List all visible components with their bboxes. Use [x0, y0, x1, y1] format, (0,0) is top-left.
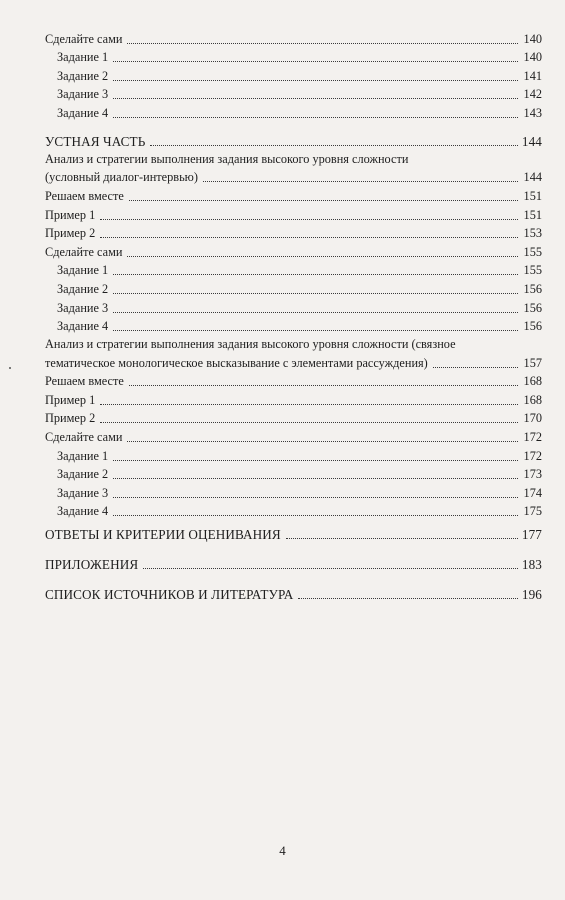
toc-section-heading	[45, 579, 542, 602]
toc-entry-title: Задание 3	[57, 87, 109, 102]
toc-entry-page: 156	[523, 319, 542, 334]
toc-entry-page: 153	[523, 226, 542, 241]
dot-leader	[113, 330, 518, 331]
toc-entry-page: 156	[523, 281, 542, 296]
dot-leader	[203, 181, 518, 182]
dot-leader	[433, 367, 518, 368]
dot-leader	[113, 460, 518, 461]
toc-entry-title: Пример 1	[45, 207, 96, 222]
toc-entry-title: Задание 4	[57, 319, 109, 334]
toc-entry-title: СПИСОК ИСТОЧНИКОВ И ЛИТЕРАТУРА	[45, 586, 294, 602]
toc-entry	[45, 278, 542, 297]
toc-entry	[45, 371, 542, 390]
dot-leader	[113, 117, 518, 118]
toc-entry	[45, 445, 542, 464]
toc-entry-page: 144	[521, 133, 542, 149]
dot-leader	[100, 237, 518, 238]
toc-entry-page: 155	[523, 263, 542, 278]
toc-entry-page: 168	[523, 392, 542, 407]
dot-leader	[113, 80, 518, 81]
dot-leader	[113, 98, 518, 99]
toc-entry-page: 151	[523, 207, 542, 222]
toc-entry-page: 177	[521, 527, 542, 543]
dot-leader	[127, 256, 518, 257]
toc-entry	[45, 204, 542, 223]
toc-entry	[45, 65, 542, 84]
toc-entry-page: 141	[523, 68, 542, 83]
toc-entry-page: 174	[523, 485, 542, 500]
toc-entry-page: 140	[523, 50, 542, 65]
toc-section-heading	[45, 126, 542, 149]
toc-entry-page: 156	[523, 300, 542, 315]
toc-entry-line2	[45, 352, 542, 371]
toc-entry	[45, 482, 542, 501]
dot-leader	[113, 293, 518, 294]
toc-entry-title: Задание 2	[57, 281, 109, 296]
toc-entry-page: 172	[523, 430, 542, 445]
dot-leader	[129, 200, 518, 201]
toc-entry-page: 183	[521, 557, 542, 573]
toc-entry	[45, 464, 542, 483]
toc-entry-page: 157	[523, 355, 542, 370]
toc-entry-multiline	[45, 152, 542, 186]
dot-leader	[113, 274, 518, 275]
toc-entry	[45, 185, 542, 204]
toc-entry	[45, 260, 542, 279]
toc-entry-title: Пример 1	[45, 392, 96, 407]
dot-leader	[150, 145, 518, 146]
toc-entry-line2	[45, 167, 542, 186]
toc-entry-title: Сделайте сами	[45, 430, 123, 445]
toc-entry-title: Сделайте сами	[45, 31, 123, 46]
toc-entry	[45, 408, 542, 427]
dot-leader	[113, 515, 518, 516]
dot-leader	[298, 598, 518, 599]
toc-entry-title-line1: Анализ и стратегии выполнения задания высокого уровня сложности	[45, 151, 409, 166]
toc-entry	[45, 223, 542, 242]
dot-leader	[127, 43, 518, 44]
dot-leader	[113, 478, 518, 479]
toc-entry-title-line1: Анализ и стратегии выполнения задания высокого уровня сложности (связное	[45, 337, 456, 352]
toc-entry	[45, 102, 542, 121]
toc-entry	[45, 47, 542, 66]
toc-section-heading	[45, 519, 542, 542]
toc-entry-title: Задание 2	[57, 467, 109, 482]
dot-leader	[100, 422, 518, 423]
toc-entry-title: ПРИЛОЖЕНИЯ	[45, 557, 139, 573]
toc-entry-title: Пример 2	[45, 226, 96, 241]
print-speck	[9, 367, 11, 369]
toc-entry	[45, 84, 542, 103]
toc-entry-title: Задание 3	[57, 485, 109, 500]
toc-entry-title: Задание 1	[57, 448, 109, 463]
toc-entry-page: 140	[523, 31, 542, 46]
table-of-contents	[45, 28, 542, 602]
dot-leader	[113, 312, 518, 313]
page-number: 4	[279, 843, 286, 858]
dot-leader	[129, 385, 518, 386]
dot-leader	[127, 441, 518, 442]
dot-leader	[113, 61, 518, 62]
dot-leader	[100, 219, 518, 220]
toc-entry-page: 151	[523, 188, 542, 203]
toc-entry-title: Задание 1	[57, 263, 109, 278]
toc-entry-multiline	[45, 337, 542, 371]
toc-entry-title: Решаем вместе	[45, 374, 124, 389]
toc-entry-page: 172	[523, 448, 542, 463]
toc-entry-page: 170	[523, 411, 542, 426]
toc-entry	[45, 297, 542, 316]
toc-entry-title: Задание 2	[57, 68, 109, 83]
toc-entry-page: 168	[523, 374, 542, 389]
toc-entry-title: Задание 3	[57, 300, 109, 315]
toc-entry	[45, 389, 542, 408]
dot-leader	[143, 568, 518, 569]
toc-entry-page: 175	[523, 504, 542, 519]
toc-entry-page: 142	[523, 87, 542, 102]
toc-entry	[45, 241, 542, 260]
toc-entry-title: Задание 4	[57, 105, 109, 120]
toc-entry-title-line2: тематическое монологическое высказывание с элементами рассуждения)	[45, 355, 428, 370]
toc-entry-title: УСТНАЯ ЧАСТЬ	[45, 133, 146, 149]
toc-entry-page: 144	[523, 170, 542, 185]
toc-entry-title: Сделайте сами	[45, 244, 123, 259]
dot-leader	[100, 404, 518, 405]
toc-entry	[45, 316, 542, 335]
toc-entry-page: 155	[523, 244, 542, 259]
toc-entry-page: 196	[521, 586, 542, 602]
toc-section-heading	[45, 549, 542, 572]
toc-entry	[45, 501, 542, 520]
toc-entry-title-line2: (условный диалог-интервью)	[45, 170, 198, 185]
toc-entry-title: Пример 2	[45, 411, 96, 426]
toc-entry	[45, 28, 542, 47]
toc-entry-title: ОТВЕТЫ И КРИТЕРИИ ОЦЕНИВАНИЯ	[45, 527, 281, 543]
toc-entry-page: 143	[523, 105, 542, 120]
toc-entry-title: Задание 4	[57, 504, 109, 519]
dot-leader	[286, 538, 518, 539]
toc-entry-page: 173	[523, 467, 542, 482]
dot-leader	[113, 497, 518, 498]
toc-entry	[45, 426, 542, 445]
toc-entry-title: Решаем вместе	[45, 188, 124, 203]
toc-entry-title: Задание 1	[57, 50, 109, 65]
